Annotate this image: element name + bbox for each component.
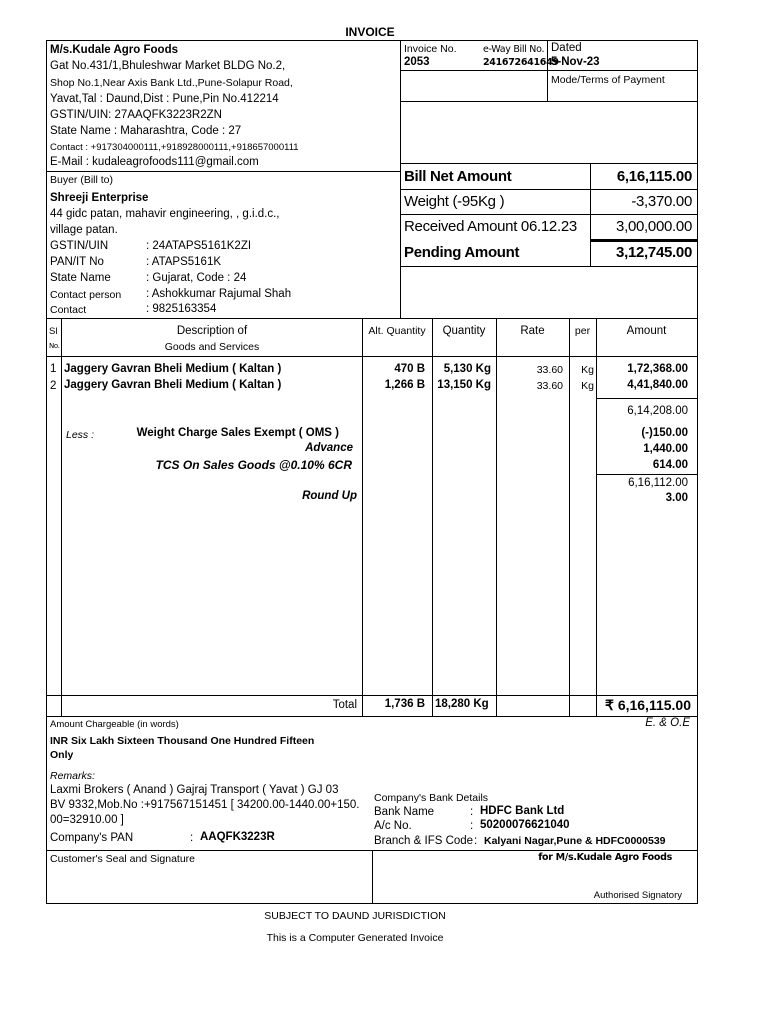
total-quantity: 18,280 Kg [435, 698, 489, 710]
col-divider-per [596, 318, 597, 716]
buyer-contact-person-value: : Ashokkumar Rajumal Shah [146, 288, 292, 300]
item-2-description: Jaggery Gavran Bheli Medium ( Kaltan ) [64, 379, 282, 391]
summary-divider [590, 163, 591, 267]
item-2-per: Kg [581, 380, 594, 392]
invoice-title: INVOICE [345, 25, 395, 39]
remarks-line-2: BV 9332,Mob.No :+917567151451 [ 34200.00-1440.00+150. [50, 799, 360, 811]
account-no-value: 50200076621040 [480, 819, 570, 831]
adjustment-3-amount: 614.00 [652, 459, 688, 471]
received-amount-value: 3,00,000.00 [616, 218, 692, 235]
header-goods-services: Goods and Services [164, 341, 260, 353]
eway-bill-no: 241672641649 [483, 57, 559, 68]
border-top [46, 40, 698, 41]
item-1-per: Kg [581, 364, 594, 376]
header-per: per [574, 325, 591, 337]
branch-ifsc-label: Branch & IFS Code [374, 835, 474, 847]
remarks-line-3: 00=32910.00 ] [50, 814, 124, 826]
header-alt-quantity: Alt. Quantity [368, 325, 426, 337]
amount-words-line-2: Only [50, 749, 74, 761]
table-total-top-line [46, 695, 698, 696]
meta-divider-2 [400, 101, 698, 102]
received-amount-label: Received Amount 06.12.23 [404, 218, 577, 235]
col-divider-desc [362, 318, 363, 716]
branch-ifsc-colon: : [474, 835, 478, 847]
col-divider-alt [432, 318, 433, 716]
jurisdiction-note: SUBJECT TO DAUND JURISDICTION [264, 910, 446, 922]
seller-name: M/s.Kudale Agro Foods [50, 44, 178, 56]
mode-terms-label: Mode/Terms of Payment [551, 74, 665, 86]
company-pan-value: AAQFK3223R [200, 831, 275, 843]
item-1-rate: 33.60 [536, 364, 563, 376]
buyer-gstin-value: : 24ATAPS5161K2ZI [146, 240, 252, 252]
item-2-quantity: 13,150 Kg [437, 379, 491, 391]
adjustment-1-description: Weight Charge Sales Exempt ( OMS ) [136, 427, 339, 439]
remarks-label: Remarks: [50, 770, 95, 782]
table-header-line [46, 356, 698, 357]
summary-line-3 [590, 239, 697, 242]
adjustment-2-description: Advance [305, 442, 353, 454]
bank-name-label: Bank Name [374, 806, 435, 818]
adjustment-1-amount: (-)150.00 [641, 427, 688, 439]
bill-net-amount-label: Bill Net Amount [404, 168, 512, 185]
computer-generated-note: This is a Computer Generated Invoice [266, 932, 444, 944]
buyer-pan-label: PAN/IT No [50, 256, 104, 268]
bank-name-colon: : [470, 806, 474, 818]
amount-words-line-1: INR Six Lakh Sixteen Thousand One Hundred Fifteen [50, 735, 315, 747]
buyer-contact-person-label: Contact person [50, 289, 122, 301]
amount-subtotal-line-2 [597, 474, 697, 475]
buyer-name: Shreeji Enterprise [50, 192, 149, 204]
adjustment-2-amount: 1,440.00 [643, 443, 688, 455]
item-2-rate: 33.60 [536, 380, 563, 392]
total-label: Total [332, 699, 357, 711]
table-top-line [46, 318, 698, 319]
authorised-signatory-label: Authorised Signatory [593, 890, 682, 901]
border-left [46, 40, 47, 904]
seller-contact: Contact : +917304000111,+918928000111,+918657000111 [50, 142, 299, 153]
subtotal-2: 6,16,112.00 [628, 477, 688, 489]
invoice-no-label: Invoice No. [404, 43, 457, 55]
buyer-state-value: : Gujarat, Code : 24 [146, 272, 247, 284]
header-description: Description of [176, 325, 248, 337]
seller-email: E-Mail : kudaleagrofoods111@gmail.com [50, 156, 259, 168]
header-amount: Amount [626, 325, 667, 337]
summary-top-line [401, 163, 697, 164]
invoice-date: 5-Nov-23 [551, 56, 600, 68]
meta-divider-vertical [547, 40, 548, 102]
buyer-pan-value: : ATAPS5161K [146, 256, 222, 268]
item-1-sl: 1 [50, 363, 57, 375]
buyer-contact-label: Contact [50, 304, 87, 316]
weight-value: -3,370.00 [631, 193, 692, 210]
invoice-no: 2053 [404, 56, 430, 68]
border-right [697, 40, 698, 904]
weight-label: Weight (-95Kg ) [404, 193, 505, 210]
pending-amount-value: 3,12,745.00 [616, 244, 692, 261]
header-quantity: Quantity [442, 325, 486, 337]
seller-buyer-divider [46, 171, 401, 172]
col-divider-qty [496, 318, 497, 716]
less-label: Less : [66, 429, 95, 441]
remarks-line-1: Laxmi Brokers ( Anand ) Gajraj Transport ( Yavat ) GJ 03 [50, 784, 339, 796]
buyer-section-label: Buyer (Bill to) [50, 174, 114, 186]
bank-name-value: HDFC Bank Ltd [480, 805, 565, 817]
pending-amount-label: Pending Amount [404, 244, 520, 261]
item-1-quantity: 5,130 Kg [443, 363, 491, 375]
col-divider-rate [569, 318, 570, 716]
amount-subtotal-line-1 [597, 398, 697, 399]
adjustment-3-description: TCS On Sales Goods @0.10% 6CR [155, 458, 352, 472]
buyer-state-label: State Name [50, 272, 111, 284]
item-2-amount: 4,41,840.00 [627, 379, 688, 391]
company-pan-colon: : [190, 832, 194, 844]
summary-line-4 [401, 266, 697, 267]
seller-state: State Name : Maharashtra, Code : 27 [50, 125, 242, 137]
subtotal-1: 6,14,208.00 [627, 405, 688, 417]
round-up-amount: 3.00 [665, 492, 688, 504]
item-1-description: Jaggery Gavran Bheli Medium ( Kaltan ) [64, 363, 282, 375]
buyer-address-1: 44 gidc patan, mahavir engineering, , g.i.d.c., [50, 208, 280, 220]
seller-gstin: GSTIN/UIN: 27AAQFK3223R2ZN [50, 109, 222, 121]
summary-line-1 [401, 189, 697, 190]
round-up-label: Round Up [302, 490, 357, 502]
seller-address-3: Yavat,Tal : Daund,Dist : Pune,Pin No.412214 [50, 93, 279, 105]
top-divider [400, 40, 401, 318]
seller-address-1: Gat No.431/1,Bhuleshwar Market BLDG No.2, [50, 60, 286, 72]
bank-details-title: Company's Bank Details [374, 792, 489, 804]
buyer-contact-value: : 9825163354 [146, 303, 217, 315]
total-amount: ₹ 6,16,115.00 [605, 697, 691, 713]
seller-address-2: Shop No.1,Near Axis Bank Ltd.,Pune-Solapur Road, [50, 77, 293, 89]
amount-words-label: Amount Chargeable (in words) [50, 719, 179, 730]
item-2-alt-quantity: 1,266 B [384, 379, 425, 391]
buyer-gstin-label: GSTIN/UIN [50, 240, 109, 252]
bill-net-amount-value: 6,16,115.00 [616, 168, 692, 185]
summary-line-2 [401, 214, 697, 215]
account-no-label: A/c No. [374, 820, 412, 832]
eoe-label: E. & O.E [645, 717, 690, 729]
company-pan-label: Company's PAN [50, 832, 134, 844]
header-rate: Rate [520, 325, 545, 337]
total-alt-quantity: 1,736 B [384, 698, 425, 710]
customer-seal-label: Customer's Seal and Signature [50, 853, 196, 865]
for-company-label: for M/s.Kudale Agro Foods [538, 852, 672, 863]
eway-bill-label: e-Way Bill No. [483, 44, 545, 55]
dated-label: Dated [551, 42, 582, 54]
header-sl: Sl [49, 326, 58, 337]
item-2-sl: 2 [50, 380, 57, 392]
item-1-amount: 1,72,368.00 [627, 363, 688, 375]
signature-divider [372, 850, 373, 904]
account-no-colon: : [470, 820, 474, 832]
buyer-address-2: village patan. [50, 224, 118, 236]
item-1-alt-quantity: 470 B [394, 363, 425, 375]
meta-divider-1 [400, 70, 698, 71]
col-divider-sl [61, 318, 62, 716]
branch-ifsc-value: Kalyani Nagar,Pune & HDFC0000539 [484, 835, 666, 847]
header-no: No. [49, 342, 60, 350]
